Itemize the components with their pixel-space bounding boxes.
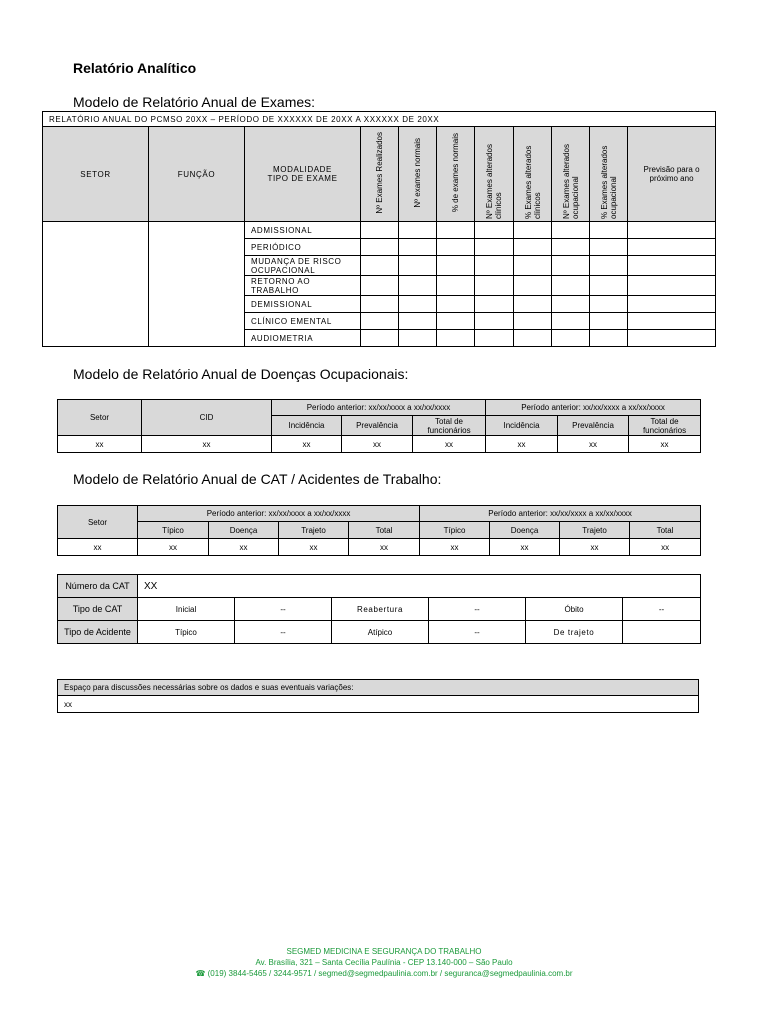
- header-prevalencia: Prevalência: [342, 416, 413, 436]
- table-cell: xx: [420, 539, 490, 556]
- tipo-cat-reabertura: Reabertura: [332, 598, 429, 621]
- table-row-label: RETORNO AO TRABALHO: [245, 276, 361, 296]
- table-cell: xx: [490, 539, 560, 556]
- tipo-acidente-tipico-value: --: [235, 621, 332, 644]
- header-periodo-1: Período anterior: xx/xx/xxxx a xx/xx/xxxx: [272, 400, 486, 416]
- table-cell: xx: [279, 539, 349, 556]
- table-row-label: AUDIOMETRIA: [245, 330, 361, 347]
- header-previsao: Previsão para o próximo ano: [628, 127, 716, 222]
- table-cell: xx: [630, 539, 701, 556]
- table-cell: xx: [349, 539, 420, 556]
- header-exames-normais: Nº exames normais: [413, 138, 422, 208]
- header-total-funcionarios: Total de funcionários: [413, 416, 486, 436]
- header-total: Total: [630, 522, 701, 539]
- table-row-label: CLÍNICO EMENTAL: [245, 313, 361, 330]
- table-row-label: MUDANÇA DE RISCO OCUPACIONAL: [245, 256, 361, 276]
- table-cell: xx: [209, 539, 279, 556]
- header-cid: CID: [142, 400, 272, 436]
- header-modalidade: MODALIDADE TIPO DE EXAME: [245, 127, 361, 222]
- header-periodo-2: Período anterior: xx/xx/xxxx a xx/xx/xxxx: [486, 400, 701, 416]
- footer-contact: ☎ (019) 3844-5465 / 3244-9571 / segmed@segmedpaulinia.com.br / seguranca@segmedpaulinia.com.br: [195, 969, 573, 978]
- discussao-table: [57, 679, 699, 713]
- section-title-cat: Modelo de Relatório Anual de CAT / Acidentes de Trabalho:: [73, 471, 442, 487]
- cat-table: [57, 505, 701, 556]
- numero-cat-label: Número da CAT: [58, 575, 138, 598]
- header-incidencia: Incidência: [272, 416, 342, 436]
- header-setor: Setor: [58, 506, 138, 539]
- tipo-cat-label: Tipo de CAT: [58, 598, 138, 621]
- header-exames-realizados: Nº Exames Realizados: [375, 132, 384, 214]
- tipo-acidente-trajeto: De trajeto: [526, 621, 623, 644]
- section-title-exames: Modelo de Relatório Anual de Exames:: [73, 94, 316, 110]
- exames-table: [42, 111, 716, 347]
- tipo-cat-reabertura-value: --: [429, 598, 526, 621]
- exames-caption: RELATÓRIO ANUAL DO PCMSO 20XX – PERÍODO DE XXXXXX DE 20XX A XXXXXX DE 20XX: [43, 112, 716, 127]
- header-doenca: Doença: [209, 522, 279, 539]
- footer-company: SEGMED MEDICINA E SEGURANÇA DO TRABALHO: [286, 947, 482, 956]
- header-alterados-clinicos: Nº Exames alterados clínicos: [485, 144, 503, 219]
- table-cell: xx: [142, 436, 272, 453]
- discussao-value: xx: [58, 696, 699, 713]
- header-pct-alterados-ocupacional: % Exames alterados ocupacional: [599, 145, 618, 219]
- header-alterados-ocupacional: Nº Exames alterados ocupacional: [561, 144, 580, 219]
- numero-cat-value: XX: [138, 575, 701, 598]
- table-row-label: ADMISSIONAL: [245, 222, 361, 239]
- header-trajeto: Trajeto: [279, 522, 349, 539]
- table-cell: xx: [560, 539, 630, 556]
- tipo-acidente-atipico: Atípico: [332, 621, 429, 644]
- header-setor: SETOR: [43, 127, 149, 222]
- section-title-doencas: Modelo de Relatório Anual de Doenças Ocupacionais:: [73, 366, 409, 382]
- tipo-acidente-atipico-value: --: [429, 621, 526, 644]
- header-prevalencia: Prevalência: [558, 416, 629, 436]
- table-cell: xx: [558, 436, 629, 453]
- doencas-table: [57, 399, 701, 453]
- header-incidencia: Incidência: [486, 416, 558, 436]
- table-cell: xx: [342, 436, 413, 453]
- header-pct-alterados-clinicos: % Exames alterados clínicos: [523, 145, 542, 219]
- table-cell: xx: [58, 436, 142, 453]
- cat-info-table: [57, 574, 701, 644]
- header-funcao: FUNÇÃO: [149, 127, 245, 222]
- header-setor: Setor: [58, 400, 142, 436]
- setor-cell: [43, 222, 149, 347]
- tipo-acidente-tipico: Típico: [138, 621, 235, 644]
- tipo-acidente-trajeto-value: [623, 621, 701, 644]
- footer-address: Av. Brasília, 321 – Santa Cecília Paulínia - CEP 13.140-000 – São Paulo: [255, 958, 513, 967]
- table-cell: xx: [138, 539, 209, 556]
- table-cell: xx: [486, 436, 558, 453]
- table-cell: xx: [413, 436, 486, 453]
- header-tipico: Típico: [138, 522, 209, 539]
- tipo-acidente-label: Tipo de Acidente: [58, 621, 138, 644]
- header-periodo-2: Período anterior: xx/xx/xxxx a xx/xx/xxxx: [420, 506, 701, 522]
- tipo-cat-obito-value: --: [623, 598, 701, 621]
- table-cell: xx: [272, 436, 342, 453]
- header-trajeto: Trajeto: [560, 522, 630, 539]
- header-tipico: Típico: [420, 522, 490, 539]
- table-row-label: PERIÓDICO: [245, 239, 361, 256]
- header-total-funcionarios: Total de funcionários: [629, 416, 701, 436]
- header-doenca: Doença: [490, 522, 560, 539]
- funcao-cell: [149, 222, 245, 347]
- discussao-label: Espaço para discussões necessárias sobre os dados e suas eventuais variações:: [58, 680, 699, 696]
- tipo-cat-inicial-value: --: [235, 598, 332, 621]
- table-cell: xx: [629, 436, 701, 453]
- header-periodo-1: Período anterior: xx/xx/xxxx a xx/xx/xxxx: [138, 506, 420, 522]
- tipo-cat-obito: Óbito: [526, 598, 623, 621]
- table-row-label: DEMISSIONAL: [245, 296, 361, 313]
- table-cell: xx: [58, 539, 138, 556]
- header-total: Total: [349, 522, 420, 539]
- tipo-cat-inicial: Inicial: [138, 598, 235, 621]
- page-title: Relatório Analítico: [73, 60, 197, 76]
- header-pct-normais: % de exames normais: [451, 133, 460, 213]
